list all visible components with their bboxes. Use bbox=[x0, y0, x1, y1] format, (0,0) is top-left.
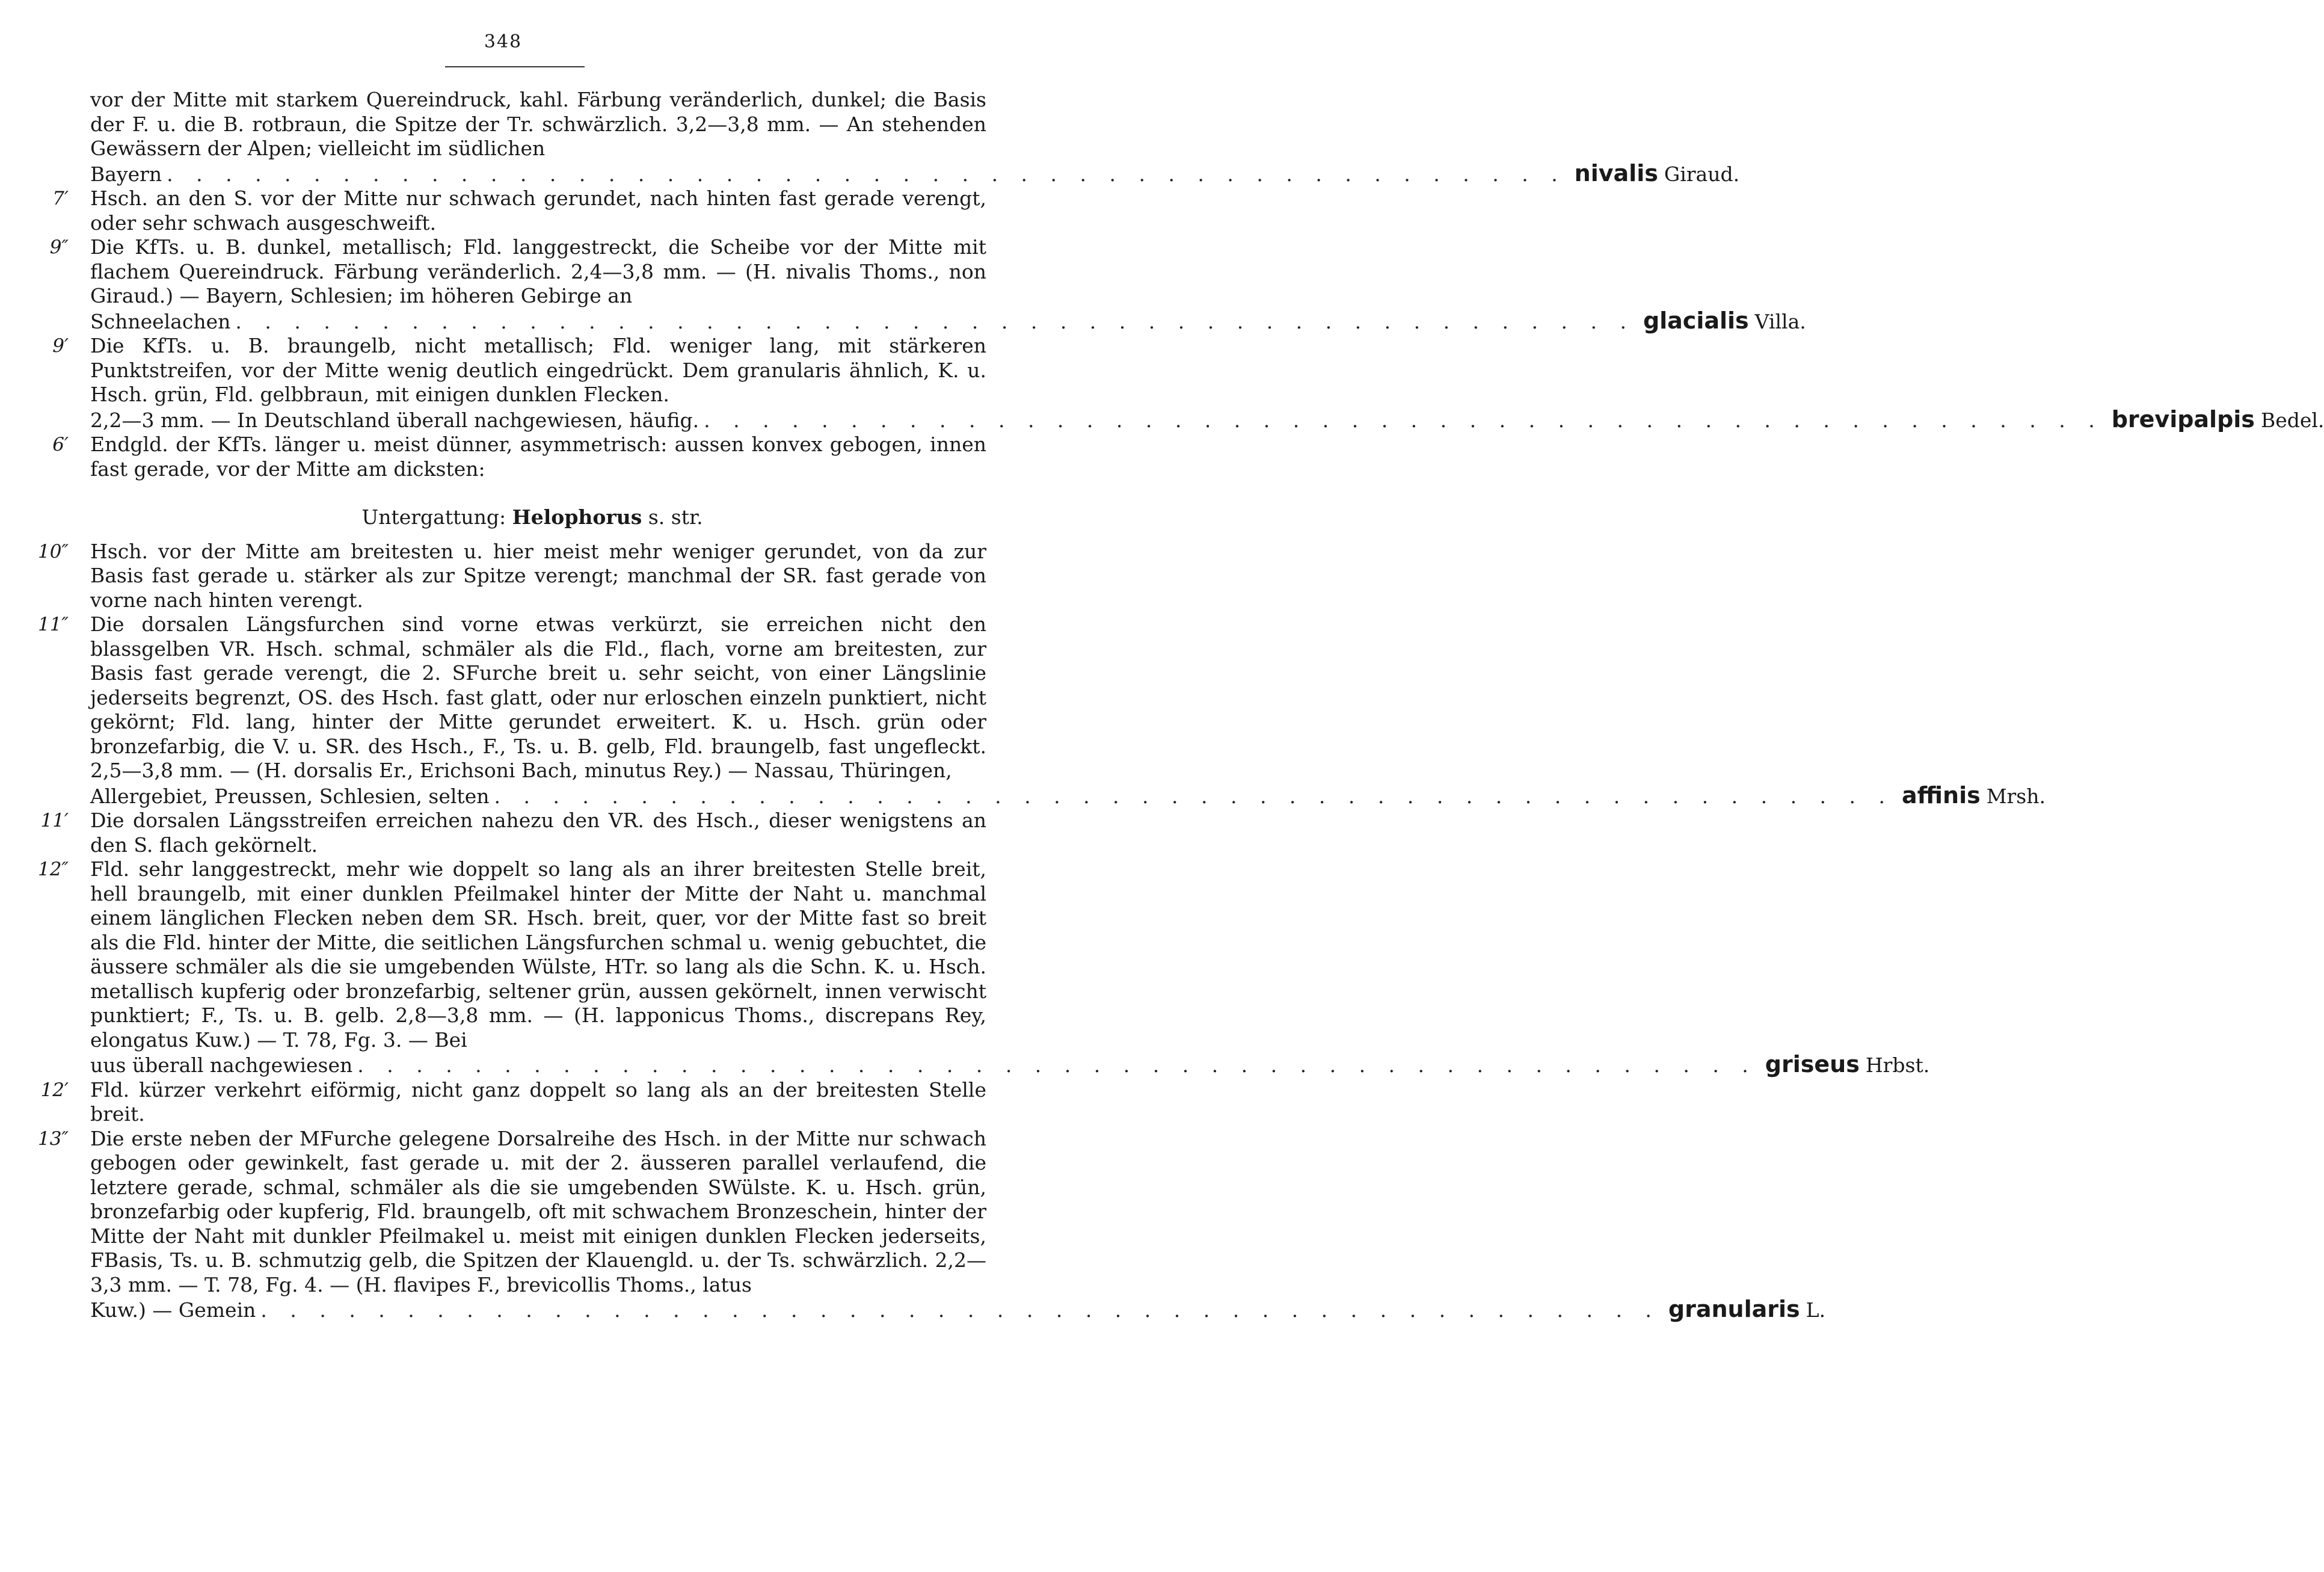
entry-text: Hsch. vor der Mitte am breitesten u. hier meist mehr weniger gerundet, von da zur Basis fast gerade u. stärker als zur Spitze verengt; manchmal der SR. fast gerade von vorne nach hinten verengt. bbox=[90, 539, 986, 612]
entry-text: Fld. sehr langgestreckt, mehr wie doppelt so lang als an ihrer breitesten Stelle breit, hell braungelb, mit einer dunklen Pfeilmakel hinter der Mitte der Naht u. manchmal einem länglichen Flecken neben dem SR. Hsch. breit, quer, vor der Mitte fast so breit als die Fld. hinter der Mitte, die seitlichen Längsfurchen schmal u. wenig gebuchtet, die äussere schmäler als die sie umgebenden Wülste, HTr. so lang als die Schn. K. u. Hsch. metallisch kupferig oder bronzefarbig, seltener grün, aussen gekörnelt, innen verwischt punktiert; F., Ts. u. B. gelb. 2,8—3,8 mm. — (H. lapponicus Thoms., discrepans Rey, elongatus Kuw.) — T. 78, Fg. 3. — Bei bbox=[90, 857, 986, 1052]
species-name: brevipalpis bbox=[2111, 405, 2255, 433]
page-number-rule bbox=[445, 66, 585, 67]
species-line bbox=[90, 781, 2046, 809]
entry-text: Hsch. an den S. vor der Mitte nur schwach gerundet, nach hinten fast gerade verengt, oder sehr schwach ausgeschweift. bbox=[90, 186, 986, 235]
subgenus-heading bbox=[78, 505, 986, 530]
key-entry bbox=[49, 235, 1806, 334]
key-entry bbox=[52, 186, 986, 235]
species-name: affinis bbox=[1902, 781, 1981, 809]
couplet-number: 9″ bbox=[49, 236, 69, 258]
leader-dots bbox=[699, 408, 2103, 433]
species-name: nivalis bbox=[1574, 159, 1658, 186]
couplet-number: 6′ bbox=[52, 434, 69, 455]
couplet-number: 12″ bbox=[37, 858, 69, 880]
species-line bbox=[90, 307, 1806, 334]
species-name: glacialis bbox=[1643, 307, 1749, 334]
species-line bbox=[90, 1296, 1826, 1323]
page-number: 348 bbox=[484, 31, 523, 52]
key-entry bbox=[52, 433, 986, 481]
leader-dots bbox=[352, 1053, 1757, 1078]
leader-dots bbox=[489, 784, 1893, 809]
species-author: Giraud. bbox=[1664, 162, 1740, 186]
couplet-number: 10″ bbox=[37, 540, 69, 563]
species-name: granularis bbox=[1668, 1296, 1800, 1322]
species-line-lead: Bayern bbox=[90, 162, 162, 186]
species-line-lead: Kuw.) — Gemein bbox=[90, 1298, 256, 1322]
leader-dots bbox=[256, 1298, 1660, 1323]
key-entry bbox=[37, 1126, 1826, 1323]
subheading-suffix: s. str. bbox=[648, 505, 703, 529]
key-entry bbox=[40, 1077, 986, 1127]
leader-dots bbox=[162, 162, 1566, 187]
species-author: Mrsh. bbox=[1986, 784, 2046, 808]
species-author: L. bbox=[1806, 1298, 1826, 1322]
species-author: Bedel. bbox=[2260, 408, 2324, 432]
key-entry bbox=[37, 612, 2046, 809]
text-column bbox=[37, 88, 2324, 1323]
key-entry bbox=[52, 334, 2324, 433]
entry-text: Die dorsalen Längsstreifen erreichen nahezu den VR. des Hsch., dieser wenigstens an den S. flach gekörnelt. bbox=[90, 809, 986, 857]
couplet-number: 9′ bbox=[52, 335, 69, 357]
entry-text: Die KfTs. u. B. braungelb, nicht metallisch; Fld. weniger lang, mit stärkeren Punktstreifen, vor der Mitte wenig deutlich eingedrückt. Dem granularis ähnlich, K. u. Hsch. grün, Fld. gelbbraun, mit einigen dunklen Flecken. bbox=[90, 334, 986, 406]
leader-dots bbox=[230, 310, 1635, 334]
key-entry bbox=[78, 88, 1740, 186]
species-line bbox=[90, 159, 1740, 187]
couplet-number: 12′ bbox=[40, 1079, 69, 1101]
entry-text: Die erste neben der MFurche gelegene Dorsalreihe des Hsch. in der Mitte nur schwach gebogen oder gewinkelt, fast gerade u. mit der 2. äusseren parallel verlaufend, die letztere gerade, schmal, schmäler als die sie umgebenden SWülste. K. u. Hsch. grün, bronzefarbig oder kupferig, Fld. braungelb, oft mit schwachem Bronzeschein, hinter der Mitte der Naht mit dunkler Pfeilmakel u. meist mit einigen dunklen Flecken jederseits, FBasis, Ts. u. B. schmutzig gelb, die Spitzen der Klauengld. u. der Ts. schwärzlich. 2,2—3,3 mm. — T. 78, Fg. 4. — (H. flavipes F., brevicollis Thoms., latus bbox=[90, 1126, 986, 1296]
species-line-lead: 2,2—3 mm. — In Deutschland überall nachgewiesen, häufig. bbox=[90, 408, 699, 432]
species-line-lead: uus überall nachgewiesen bbox=[90, 1053, 353, 1077]
couplet-number: 11′ bbox=[40, 810, 69, 831]
entry-text: Fld. kürzer verkehrt eiförmig, nicht ganz doppelt so lang als an der breitesten Stelle breit. bbox=[90, 1077, 986, 1126]
key-entry bbox=[40, 809, 986, 857]
species-line bbox=[90, 1051, 1930, 1078]
couplet-number: 11″ bbox=[37, 614, 69, 635]
subheading-prefix: Untergattung: bbox=[361, 505, 506, 529]
species-author: Hrbst. bbox=[1865, 1053, 1930, 1077]
species-line-lead: Schneelachen bbox=[90, 309, 231, 333]
entry-text: Endgld. der KfTs. länger u. meist dünner, asymmetrisch: aussen konvex gebogen, innen fast gerade, vor der Mitte am dicksten: bbox=[90, 433, 986, 481]
couplet-number: 7′ bbox=[52, 188, 69, 209]
species-author: Villa. bbox=[1754, 309, 1806, 333]
entry-text: Die KfTs. u. B. dunkel, metallisch; Fld. langgestreckt, die Scheibe vor der Mitte mit flachem Quereindruck. Färbung veränderlich. 2,4—3,8 mm. — (H. nivalis Thoms., non Giraud.) — Bayern, Schlesien; im höheren Gebirge an bbox=[90, 235, 986, 307]
species-line-lead: Allergebiet, Preussen, Schlesien, selten bbox=[90, 784, 490, 808]
species-line bbox=[90, 405, 2324, 433]
entry-text: Die dorsalen Längsfurchen sind vorne etwas verkürzt, sie erreichen nicht den blassgelben VR. Hsch. schmal, schmäler als die Fld., flach, vorne am breitesten, zur Basis fast gerade verengt, die 2. SFurche breit u. sehr seicht, von einer Längslinie jederseits begrenzt, OS. des Hsch. fast glatt, oder nur erloschen einzeln punktiert, nicht gekörnt; Fld. lang, hinter der Mitte gerundet erweitert. K. u. Hsch. grün oder bronzefarbig, die V. u. SR. des Hsch., F., Ts. u. B. gelb, Fld. braungelb, fast ungefleckt. 2,5—3,8 mm. — (H. dorsalis Er., Erichsoni Bach, minutus Rey.) — Nassau, Thüringen, bbox=[90, 612, 986, 782]
species-name: griseus bbox=[1765, 1051, 1860, 1077]
subheading-genus: Helophorus bbox=[512, 505, 642, 529]
entry-text: vor der Mitte mit starkem Quereindruck, kahl. Färbung veränderlich, dunkel; die Basis der F. u. die B. rotbraun, die Spitze der Tr. schwärzlich. 3,2—3,8 mm. — An stehenden Gewässern der Alpen; vielleicht im südlichen bbox=[90, 88, 986, 160]
key-entry bbox=[37, 539, 986, 613]
couplet-number: 13″ bbox=[37, 1127, 69, 1150]
key-entry bbox=[37, 857, 1930, 1078]
